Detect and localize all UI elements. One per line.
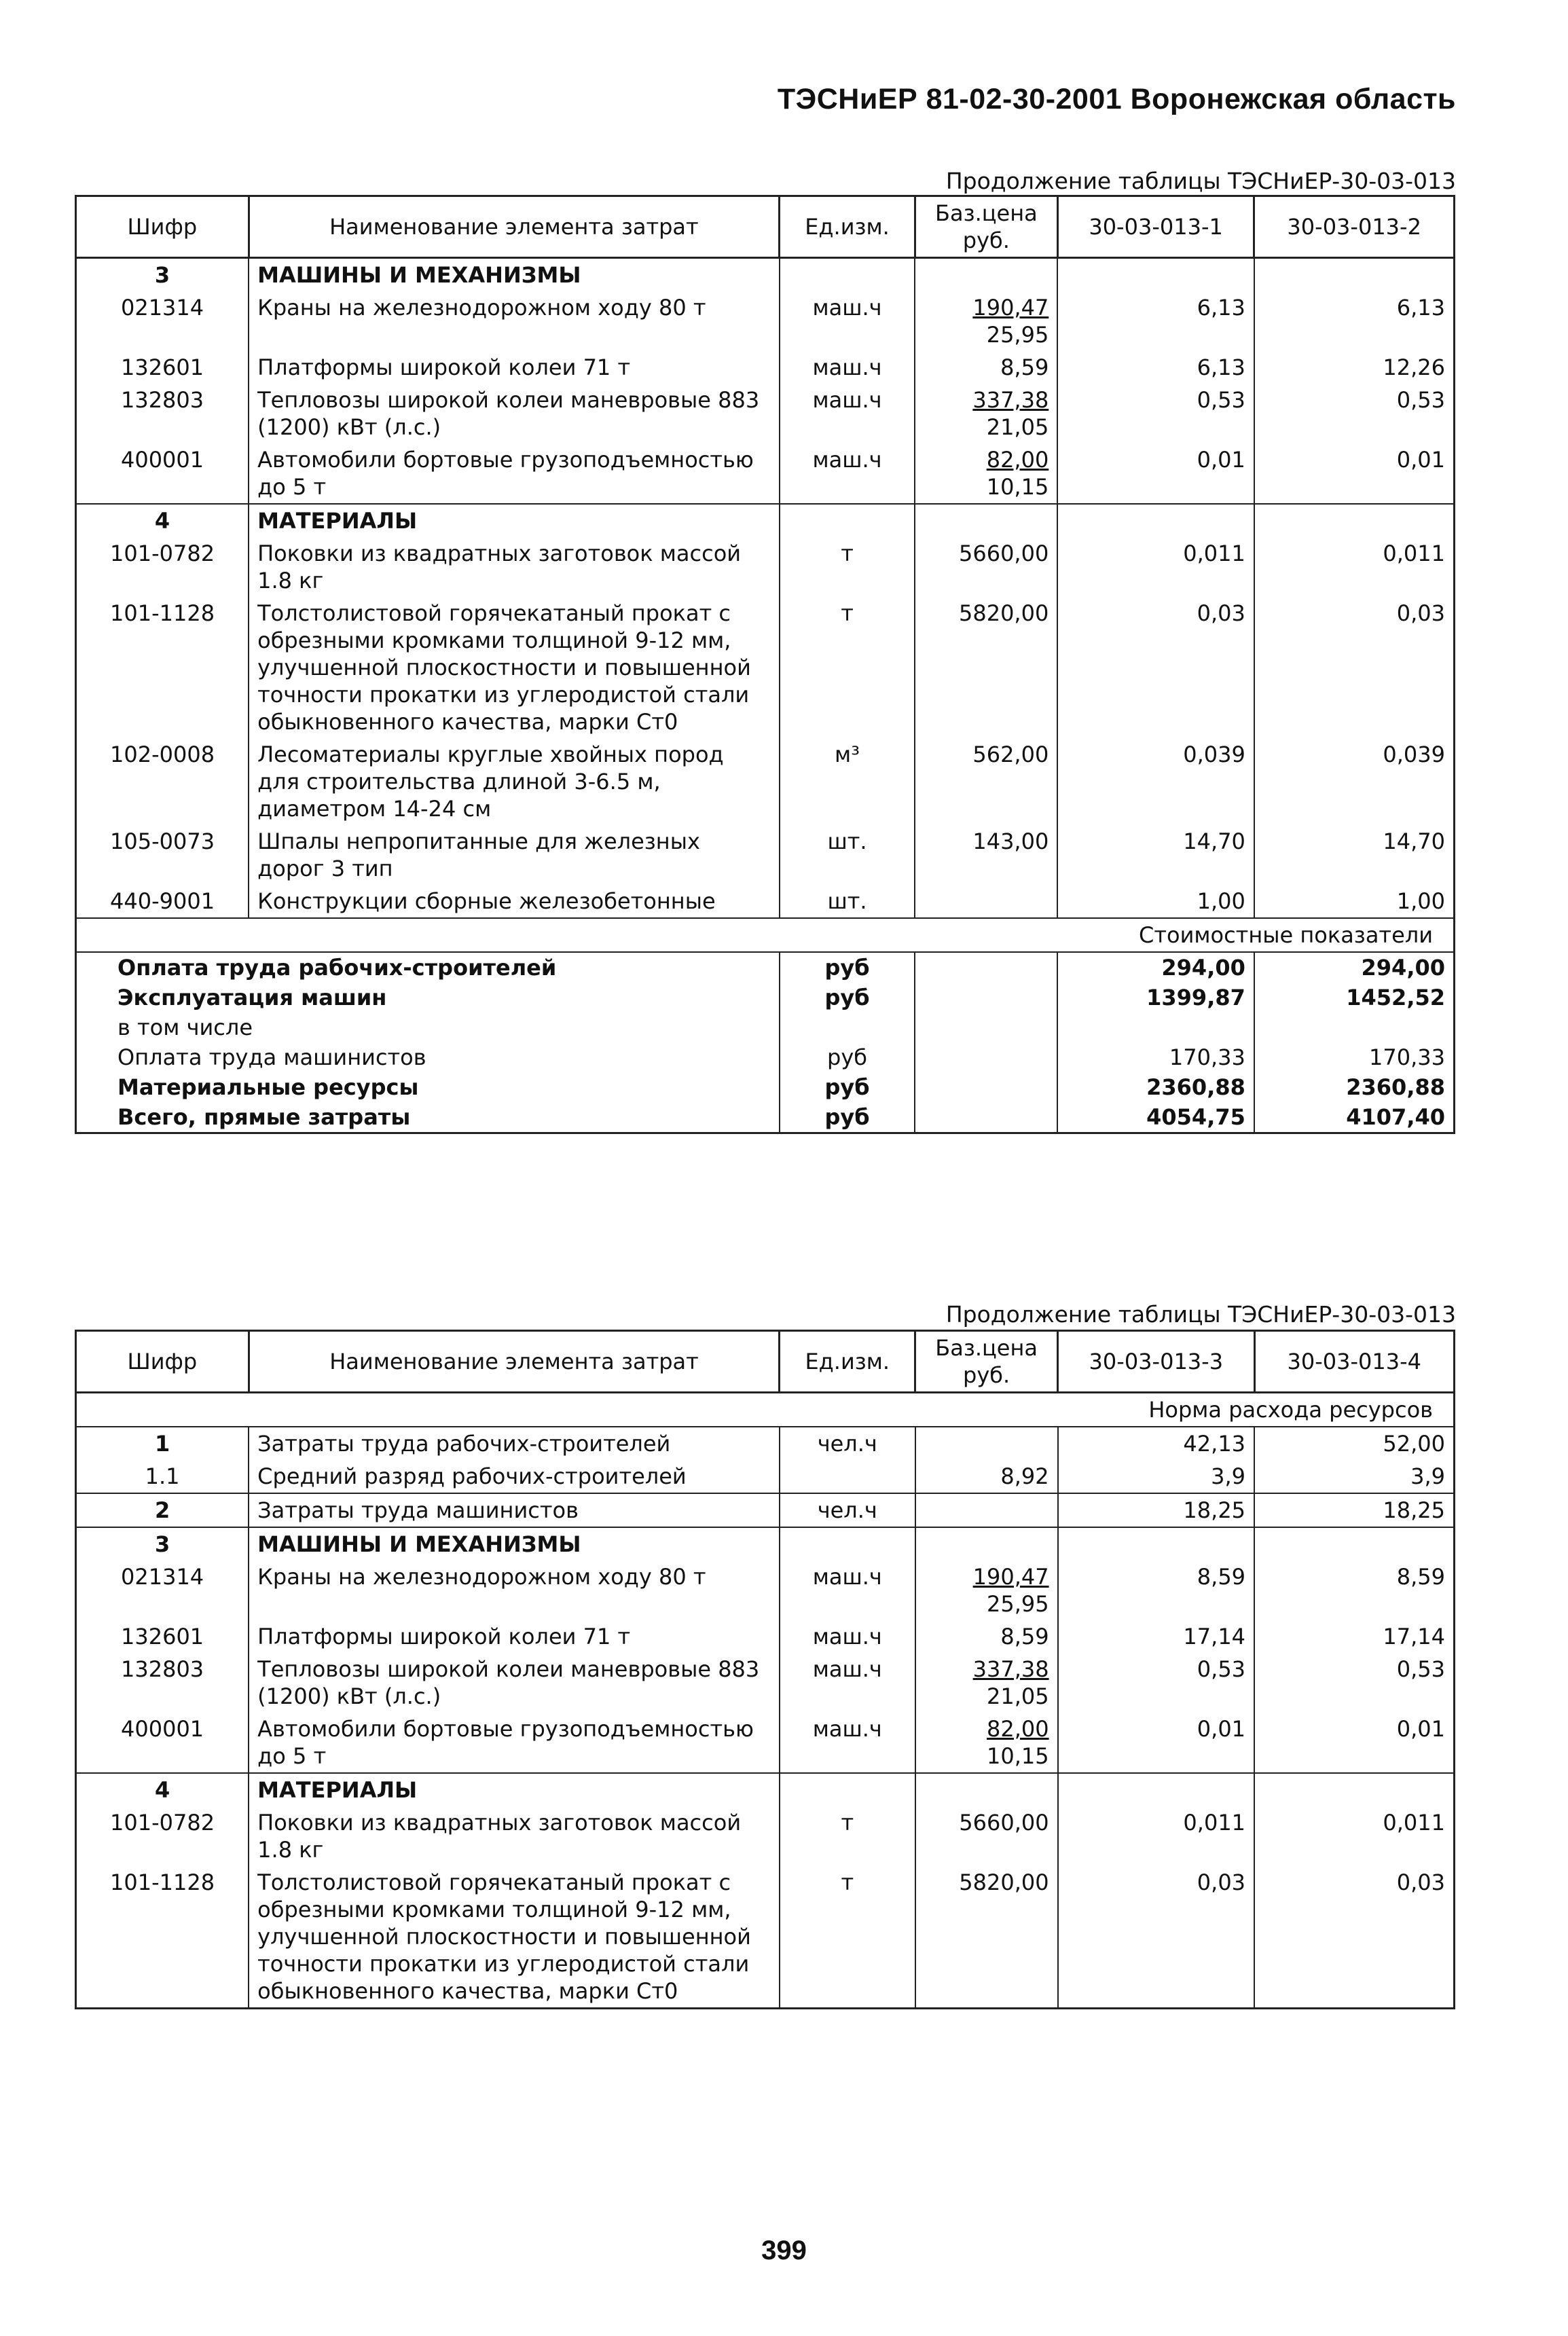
norm-header-label: Норма расхода ресурсов bbox=[76, 1393, 1455, 1427]
value1-cell: 1,00 bbox=[1057, 885, 1254, 918]
value2-cell: 0,03 bbox=[1254, 1866, 1454, 2009]
base-price: 8,59 bbox=[1000, 354, 1049, 380]
table-row bbox=[76, 1561, 1455, 1620]
empty-cell bbox=[915, 1102, 1057, 1133]
empty-cell bbox=[1254, 504, 1455, 537]
value1-cell: 0,53 bbox=[1057, 384, 1254, 443]
total-label: Материальные ресурсы bbox=[76, 1072, 780, 1102]
empty-cell bbox=[1058, 1773, 1254, 1806]
price-cell bbox=[915, 537, 1057, 597]
value1-cell: 3,9 bbox=[1058, 1460, 1254, 1493]
total-unit: руб bbox=[780, 983, 915, 1012]
value2-cell: 6,13 bbox=[1254, 291, 1455, 351]
totals-row bbox=[76, 1072, 1455, 1102]
value2-cell: 14,70 bbox=[1254, 825, 1455, 885]
base-price: 190,47 bbox=[972, 1564, 1049, 1590]
name-cell: Платформы широкой колеи 71 т bbox=[249, 351, 780, 384]
code-cell: 440-9001 bbox=[76, 885, 249, 918]
total-unit bbox=[780, 1012, 915, 1042]
table-row bbox=[76, 1713, 1455, 1773]
unit-cell: маш.ч bbox=[780, 384, 915, 443]
table-row bbox=[76, 885, 1455, 918]
page-number: 399 bbox=[761, 2235, 807, 2265]
wage-price: 21,05 bbox=[986, 1683, 1049, 1709]
code-cell: 2 bbox=[76, 1493, 249, 1527]
code-cell: 102-0008 bbox=[76, 738, 249, 825]
empty-cell bbox=[915, 1773, 1058, 1806]
wage-price: 10,15 bbox=[986, 1743, 1049, 1769]
table2-body bbox=[76, 1393, 1455, 2009]
code-cell: 101-0782 bbox=[76, 537, 249, 597]
empty-cell bbox=[1057, 258, 1254, 292]
value2-cell: 18,25 bbox=[1254, 1493, 1454, 1527]
base-price: 5820,00 bbox=[959, 1869, 1049, 1895]
totals-row bbox=[76, 1102, 1455, 1133]
name-cell: Автомобили бортовые грузоподъемностью до 5 т bbox=[249, 443, 780, 504]
value1-cell: 42,13 bbox=[1058, 1427, 1254, 1460]
price-cell bbox=[915, 738, 1057, 825]
empty-cell bbox=[915, 258, 1057, 292]
col-price-header: Баз.цена руб. bbox=[915, 196, 1057, 258]
name-cell: Средний разряд рабочих-строителей bbox=[249, 1460, 780, 1493]
total-label: Оплата труда машинистов bbox=[76, 1042, 780, 1072]
value1-cell: 0,03 bbox=[1058, 1866, 1254, 2009]
unit-cell: маш.ч bbox=[780, 351, 915, 384]
value1-cell: 0,01 bbox=[1057, 443, 1254, 504]
name-cell: Толстолистовой горячекатаный прокат с обрезными кромками толщиной 9-12 мм, улучшенной плоскостности и повышенной точности прокатки из углеродистой стали обыкновенного качества, марки Ст0 bbox=[249, 597, 780, 738]
empty-cell bbox=[1057, 504, 1254, 537]
price-cell bbox=[915, 597, 1057, 738]
unit-cell: т bbox=[780, 597, 915, 738]
price-cell bbox=[915, 443, 1057, 504]
total-unit: руб bbox=[780, 1102, 915, 1133]
totals-row bbox=[76, 952, 1455, 983]
price-cell bbox=[915, 1493, 1058, 1527]
name-cell: Краны на железнодорожном ходу 80 т bbox=[249, 1561, 780, 1620]
value2-cell: 0,011 bbox=[1254, 1806, 1454, 1866]
base-price: 143,00 bbox=[972, 828, 1049, 854]
total-label: Эксплуатация машин bbox=[76, 983, 780, 1012]
empty-cell bbox=[780, 258, 915, 292]
code-cell: 400001 bbox=[76, 1713, 249, 1773]
name-cell: Затраты труда рабочих-строителей bbox=[249, 1427, 780, 1460]
price-cell bbox=[915, 825, 1057, 885]
value1-cell: 14,70 bbox=[1057, 825, 1254, 885]
total-label: в том числе bbox=[76, 1012, 780, 1042]
unit-cell: т bbox=[780, 537, 915, 597]
unit-cell: маш.ч bbox=[780, 1713, 915, 1773]
price-cell bbox=[915, 1460, 1058, 1493]
table1-header-row bbox=[76, 196, 1455, 258]
col-unit-header: Ед.изм. bbox=[780, 196, 915, 258]
total-unit: руб bbox=[780, 1072, 915, 1102]
value2-cell: 0,03 bbox=[1254, 597, 1455, 738]
unit-cell: маш.ч bbox=[780, 1561, 915, 1620]
total-value1: 1399,87 bbox=[1057, 983, 1254, 1012]
price-cell bbox=[915, 1653, 1058, 1713]
name-cell: Поковки из квадратных заготовок массой 1.8 кг bbox=[249, 1806, 780, 1866]
unit-cell: маш.ч bbox=[780, 1653, 915, 1713]
code-cell: 1 bbox=[76, 1427, 249, 1460]
empty-cell bbox=[1254, 1527, 1454, 1561]
empty-cell bbox=[1254, 1773, 1454, 1806]
col-name-header: Наименование элемента затрат bbox=[249, 196, 780, 258]
total-value2: 1452,52 bbox=[1254, 983, 1455, 1012]
col-code-header: Шифр bbox=[76, 196, 249, 258]
section-number: 3 bbox=[76, 1527, 249, 1561]
table1 bbox=[75, 195, 1455, 1134]
value2-cell: 8,59 bbox=[1254, 1561, 1454, 1620]
value2-cell: 0,011 bbox=[1254, 537, 1455, 597]
value2-cell: 0,01 bbox=[1254, 1713, 1454, 1773]
col-v2-header: 30-03-013-2 bbox=[1254, 196, 1455, 258]
value1-cell: 6,13 bbox=[1057, 291, 1254, 351]
table-row bbox=[76, 384, 1455, 443]
unit-cell bbox=[780, 1460, 915, 1493]
price-cell bbox=[915, 1866, 1058, 2009]
table2-caption: Продолжение таблицы ТЭСНиЕР-30-03-013 bbox=[945, 1301, 1456, 1328]
name-cell: Тепловозы широкой колеи маневровые 883 (1200) кВт (л.с.) bbox=[249, 384, 780, 443]
base-price: 337,38 bbox=[972, 387, 1049, 413]
value1-cell: 0,53 bbox=[1058, 1653, 1254, 1713]
total-value1: 2360,88 bbox=[1057, 1072, 1254, 1102]
name-cell: Тепловозы широкой колеи маневровые 883 (1200) кВт (л.с.) bbox=[249, 1653, 780, 1713]
value2-cell: 1,00 bbox=[1254, 885, 1455, 918]
table-row bbox=[76, 291, 1455, 351]
code-cell: 132803 bbox=[76, 384, 249, 443]
value1-cell: 0,03 bbox=[1057, 597, 1254, 738]
base-price: 82,00 bbox=[986, 447, 1049, 473]
cost-header bbox=[76, 918, 1455, 952]
document-header: ТЭСНиЕР 81-02-30-2001 Воронежская область bbox=[777, 83, 1456, 115]
col-name-header: Наименование элемента затрат bbox=[249, 1331, 780, 1393]
empty-cell bbox=[1058, 1527, 1254, 1561]
totals-row bbox=[76, 1042, 1455, 1072]
value1-cell: 18,25 bbox=[1058, 1493, 1254, 1527]
price-cell bbox=[915, 1620, 1058, 1653]
base-price: 562,00 bbox=[972, 742, 1049, 767]
col-unit-header: Ед.изм. bbox=[780, 1331, 915, 1393]
table2 bbox=[75, 1330, 1455, 2009]
wage-price: 25,95 bbox=[986, 1591, 1049, 1617]
base-price: 190,47 bbox=[972, 295, 1049, 321]
total-value1: 294,00 bbox=[1057, 952, 1254, 983]
table-row bbox=[76, 351, 1455, 384]
table-row bbox=[76, 825, 1455, 885]
value2-cell: 3,9 bbox=[1254, 1460, 1454, 1493]
empty-cell bbox=[915, 983, 1057, 1012]
base-price: 5660,00 bbox=[958, 541, 1049, 566]
table2-header-row bbox=[76, 1331, 1455, 1393]
unit-cell: шт. bbox=[780, 825, 915, 885]
price-cell bbox=[915, 291, 1057, 351]
table-row bbox=[76, 537, 1455, 597]
table-row bbox=[76, 597, 1455, 738]
base-price: 8,59 bbox=[1000, 1624, 1049, 1649]
table-row bbox=[76, 1620, 1455, 1653]
name-cell: Автомобили бортовые грузоподъемностью до 5 т bbox=[249, 1713, 780, 1773]
name-cell: Шпалы непропитанные для железных дорог 3 тип bbox=[249, 825, 780, 885]
total-value1 bbox=[1057, 1012, 1254, 1042]
section-number: 4 bbox=[76, 504, 249, 537]
code-cell: 021314 bbox=[76, 291, 249, 351]
code-cell: 1.1 bbox=[76, 1460, 249, 1493]
total-value1: 4054,75 bbox=[1057, 1102, 1254, 1133]
wage-price: 10,15 bbox=[986, 474, 1049, 500]
value1-cell: 8,59 bbox=[1058, 1561, 1254, 1620]
code-cell: 132601 bbox=[76, 1620, 249, 1653]
col-v1-header: 30-03-013-3 bbox=[1058, 1331, 1254, 1393]
value2-cell: 17,14 bbox=[1254, 1620, 1454, 1653]
code-cell: 101-1128 bbox=[76, 597, 249, 738]
price-cell bbox=[915, 885, 1057, 918]
name-cell: Толстолистовой горячекатаный прокат с обрезными кромками толщиной 9-12 мм, улучшенной плоскостности и повышенной точности прокатки из углеродистой стали обыкновенного качества, марки Ст0 bbox=[249, 1866, 780, 2009]
code-cell: 400001 bbox=[76, 443, 249, 504]
col-v1-header: 30-03-013-1 bbox=[1057, 196, 1254, 258]
empty-cell bbox=[915, 1072, 1057, 1102]
empty-cell bbox=[915, 1527, 1058, 1561]
empty-cell bbox=[780, 1773, 915, 1806]
unit-cell: т bbox=[780, 1806, 915, 1866]
value2-cell: 12,26 bbox=[1254, 351, 1455, 384]
unit-cell: маш.ч bbox=[780, 1620, 915, 1653]
empty-cell bbox=[780, 504, 915, 537]
total-label: Всего, прямые затраты bbox=[76, 1102, 780, 1133]
unit-cell: м³ bbox=[780, 738, 915, 825]
value2-cell: 52,00 bbox=[1254, 1427, 1454, 1460]
col-v2-header: 30-03-013-4 bbox=[1254, 1331, 1454, 1393]
empty-cell bbox=[915, 1042, 1057, 1072]
price-cell bbox=[915, 351, 1057, 384]
section-title: МАТЕРИАЛЫ bbox=[249, 504, 780, 537]
total-value2: 170,33 bbox=[1254, 1042, 1455, 1072]
table1-body bbox=[76, 258, 1455, 1133]
code-cell: 132803 bbox=[76, 1653, 249, 1713]
empty-cell bbox=[915, 504, 1057, 537]
section-row bbox=[76, 1527, 1455, 1561]
col-price-header: Баз.цена руб. bbox=[915, 1331, 1058, 1393]
table1-caption: Продолжение таблицы ТЭСНиЕР-30-03-013 bbox=[945, 168, 1456, 194]
unit-cell: чел.ч bbox=[780, 1427, 915, 1460]
total-unit: руб bbox=[780, 1042, 915, 1072]
price-cell bbox=[915, 1427, 1058, 1460]
table-row bbox=[76, 1653, 1455, 1713]
empty-cell bbox=[915, 952, 1057, 983]
name-cell: Краны на железнодорожном ходу 80 т bbox=[249, 291, 780, 351]
value1-cell: 0,011 bbox=[1057, 537, 1254, 597]
wage-price: 21,05 bbox=[986, 414, 1049, 440]
price-cell bbox=[915, 384, 1057, 443]
section-row bbox=[76, 504, 1455, 537]
table-row bbox=[76, 738, 1455, 825]
total-unit: руб bbox=[780, 952, 915, 983]
name-cell: Поковки из квадратных заготовок массой 1.8 кг bbox=[249, 537, 780, 597]
value2-cell: 0,039 bbox=[1254, 738, 1455, 825]
value2-cell: 0,01 bbox=[1254, 443, 1455, 504]
value1-cell: 6,13 bbox=[1057, 351, 1254, 384]
value1-cell: 0,011 bbox=[1058, 1806, 1254, 1866]
cost-header-label: Стоимостные показатели bbox=[76, 918, 1455, 952]
base-price: 82,00 bbox=[986, 1716, 1049, 1742]
total-value2 bbox=[1254, 1012, 1455, 1042]
unit-cell: маш.ч bbox=[780, 443, 915, 504]
section-row bbox=[76, 258, 1455, 292]
norm-header bbox=[76, 1393, 1455, 1427]
price-cell bbox=[915, 1713, 1058, 1773]
base-price: 337,38 bbox=[972, 1656, 1049, 1682]
total-value2: 4107,40 bbox=[1254, 1102, 1455, 1133]
name-cell: Лесоматериалы круглые хвойных пород для строительства длиной 3-6.5 м, диаметром 14-24 см bbox=[249, 738, 780, 825]
section-number: 3 bbox=[76, 258, 249, 292]
value1-cell: 17,14 bbox=[1058, 1620, 1254, 1653]
unit-cell: т bbox=[780, 1866, 915, 2009]
code-cell: 101-0782 bbox=[76, 1806, 249, 1866]
empty-cell bbox=[1254, 258, 1455, 292]
unit-cell: маш.ч bbox=[780, 291, 915, 351]
totals-row bbox=[76, 983, 1455, 1012]
section-number: 4 bbox=[76, 1773, 249, 1806]
section-title: МАШИНЫ И МЕХАНИЗМЫ bbox=[249, 1527, 780, 1561]
totals-row bbox=[76, 1012, 1455, 1042]
base-price: 8,92 bbox=[1000, 1463, 1049, 1489]
total-value1: 170,33 bbox=[1057, 1042, 1254, 1072]
unit-cell: шт. bbox=[780, 885, 915, 918]
table-row bbox=[76, 443, 1455, 504]
code-cell: 021314 bbox=[76, 1561, 249, 1620]
empty-cell bbox=[780, 1527, 915, 1561]
table-row bbox=[76, 1806, 1455, 1866]
total-value2: 2360,88 bbox=[1254, 1072, 1455, 1102]
table-row bbox=[76, 1460, 1455, 1493]
code-cell: 132601 bbox=[76, 351, 249, 384]
value2-cell: 0,53 bbox=[1254, 1653, 1454, 1713]
table-row bbox=[76, 1866, 1455, 2009]
name-cell: Затраты труда машинистов bbox=[249, 1493, 780, 1527]
unit-cell: чел.ч bbox=[780, 1493, 915, 1527]
total-value2: 294,00 bbox=[1254, 952, 1455, 983]
code-cell: 101-1128 bbox=[76, 1866, 249, 2009]
wage-price: 25,95 bbox=[986, 322, 1049, 348]
price-cell bbox=[915, 1806, 1058, 1866]
price-cell bbox=[915, 1561, 1058, 1620]
name-cell: Платформы широкой колеи 71 т bbox=[249, 1620, 780, 1653]
section-title: МАТЕРИАЛЫ bbox=[249, 1773, 780, 1806]
base-price: 5660,00 bbox=[959, 1810, 1049, 1836]
col-code-header: Шифр bbox=[76, 1331, 249, 1393]
section-row bbox=[76, 1773, 1455, 1806]
empty-cell bbox=[915, 1012, 1057, 1042]
base-price: 5820,00 bbox=[958, 600, 1049, 626]
name-cell: Конструкции сборные железобетонные bbox=[249, 885, 780, 918]
total-label: Оплата труда рабочих-строителей bbox=[76, 952, 780, 983]
section-title: МАШИНЫ И МЕХАНИЗМЫ bbox=[249, 258, 780, 292]
value1-cell: 0,01 bbox=[1058, 1713, 1254, 1773]
code-cell: 105-0073 bbox=[76, 825, 249, 885]
table-row bbox=[76, 1427, 1455, 1460]
table-row bbox=[76, 1493, 1455, 1527]
value2-cell: 0,53 bbox=[1254, 384, 1455, 443]
value1-cell: 0,039 bbox=[1057, 738, 1254, 825]
